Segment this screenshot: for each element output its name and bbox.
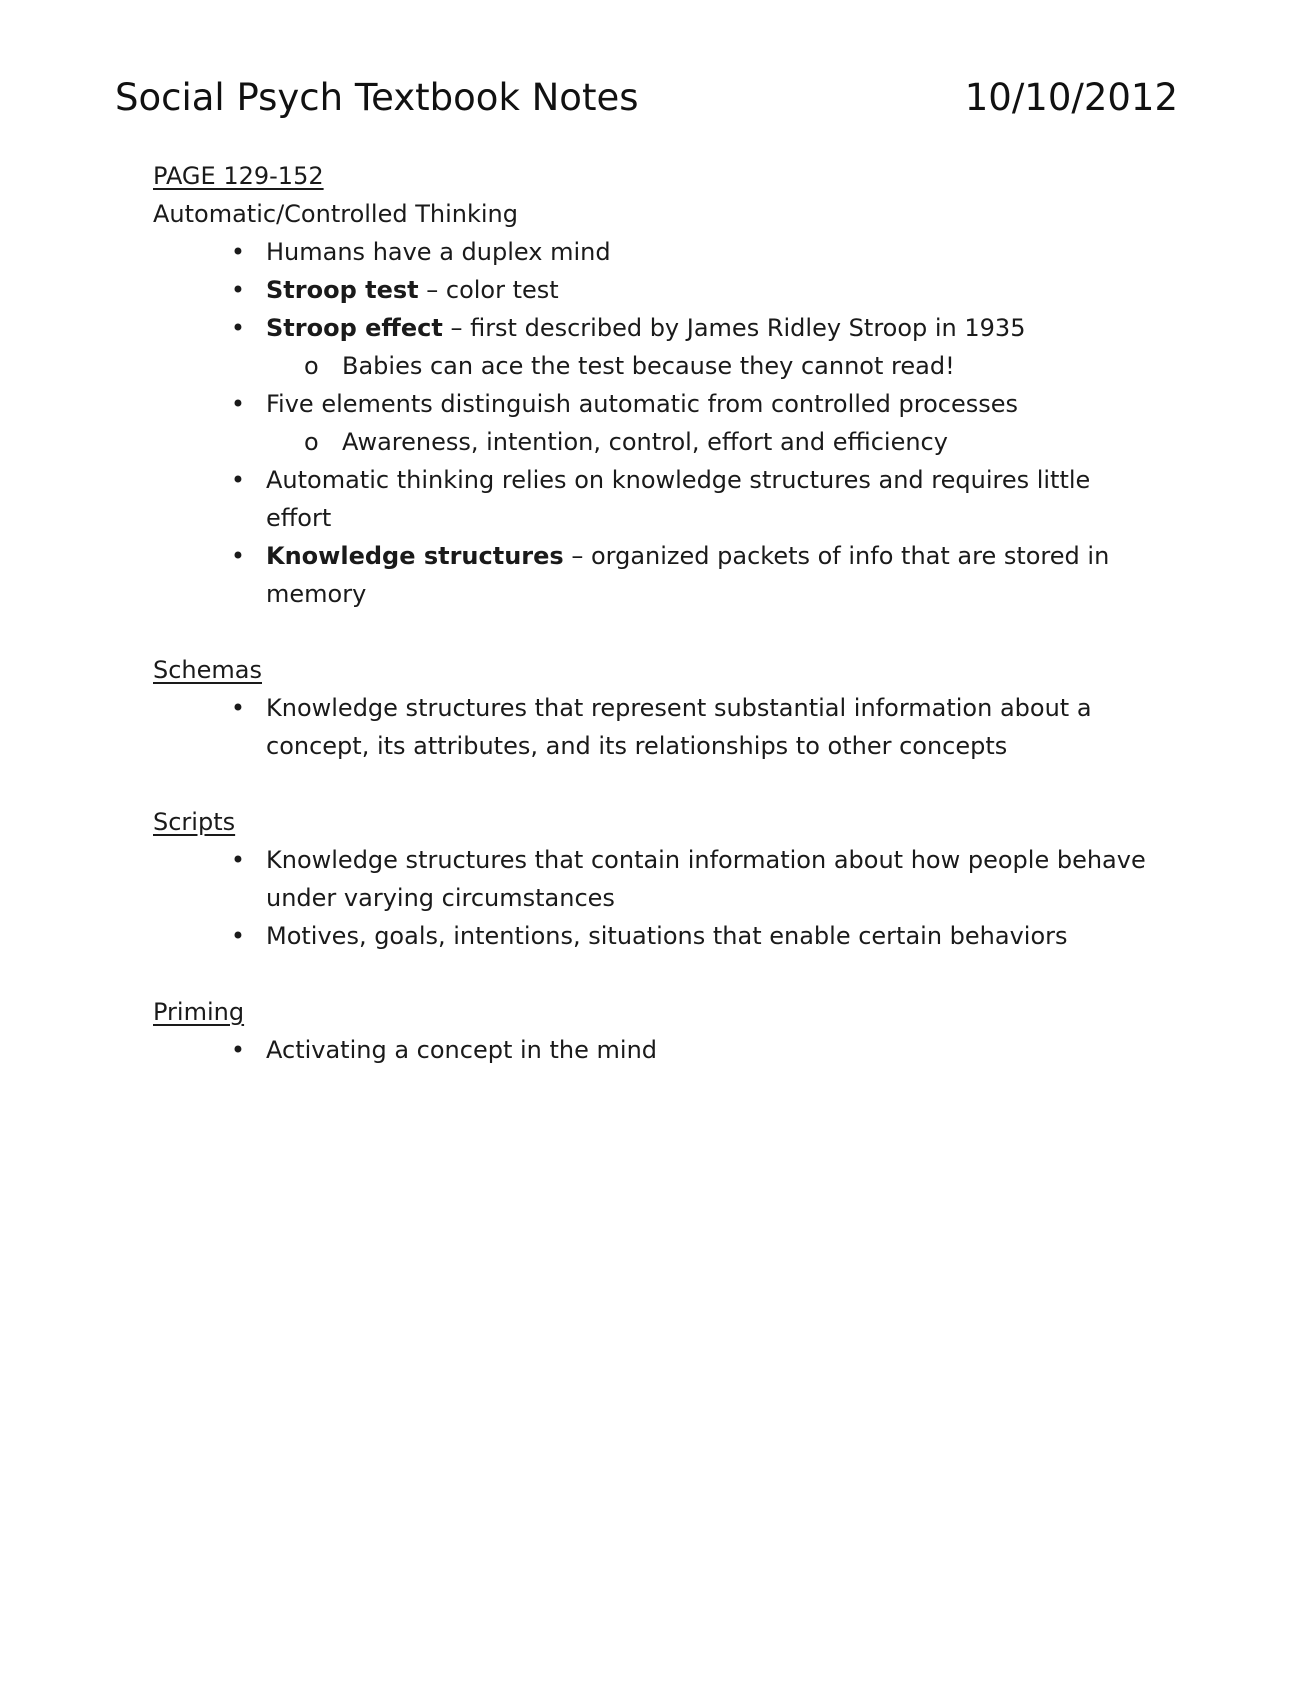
document-date: 10/10/2012 [964,76,1178,119]
bullet-icon: • [230,466,246,494]
schemas-list [153,689,1153,765]
list-item [153,917,1153,955]
schemas-heading: Schemas [153,656,262,684]
sub-list [266,423,1153,461]
sub-bullet-icon: o [304,428,319,456]
list-item [153,841,1153,917]
list-item-text: – first described by James Ridley Stroop in 1935 [442,314,1026,342]
sub-list-item [266,423,1153,461]
list-item-text: Humans have a duplex mind [266,238,611,266]
list-item-text: Automatic thinking relies on knowledge structures and requires little effort [266,466,1091,532]
priming-list [153,1031,1153,1069]
list-item [153,537,1153,613]
spacer [153,955,1153,993]
list-item [153,461,1153,537]
bullet-icon: • [230,390,246,418]
bullet-icon: • [230,846,246,874]
scripts-heading: Scripts [153,808,236,836]
page-range-heading: PAGE 129-152 [153,162,324,190]
priming-heading: Priming [153,998,245,1026]
list-item-text: Knowledge structures that contain information about how people behave under varying circumstances [266,846,1146,912]
bullet-icon: • [230,238,246,266]
term-stroop-effect: Stroop effect [266,314,443,342]
term-stroop-test: Stroop test [266,276,419,304]
list-item [153,689,1153,765]
bullet-icon: • [230,922,246,950]
list-item-text: – organized packets of info that are stored in memory [266,542,1110,608]
bullet-icon: • [230,314,246,342]
bullet-icon: • [230,276,246,304]
notes-body [153,157,1153,1069]
term-knowledge-structures: Knowledge structures [266,542,564,570]
spacer [153,765,1153,803]
list-item [153,271,1153,309]
document-title: Social Psych Textbook Notes [115,76,639,119]
list-item [153,385,1153,461]
list-item [153,309,1153,385]
list-item-text: – color test [418,276,559,304]
automatic-thinking-heading: Automatic/Controlled Thinking [153,200,518,228]
list-item-text: Motives, goals, intentions, situations that enable certain behaviors [266,922,1068,950]
list-item [153,1031,1153,1069]
scripts-list [153,841,1153,955]
sub-list-item-text: Babies can ace the test because they cannot read! [342,352,955,380]
list-item-text: Activating a concept in the mind [266,1036,658,1064]
list-item [153,233,1153,271]
automatic-thinking-list [153,233,1153,613]
list-item-text: Five elements distinguish automatic from controlled processes [266,390,1019,418]
bullet-icon: • [230,542,246,570]
sub-list-item-text: Awareness, intention, control, effort and efficiency [342,428,948,456]
bullet-icon: • [230,694,246,722]
sub-list [266,347,1153,385]
spacer [153,613,1153,651]
sub-list-item [266,347,1153,385]
sub-bullet-icon: o [304,352,319,380]
bullet-icon: • [230,1036,246,1064]
list-item-text: Knowledge structures that represent substantial information about a concept, its attributes, and its relationships to other concepts [266,694,1092,760]
